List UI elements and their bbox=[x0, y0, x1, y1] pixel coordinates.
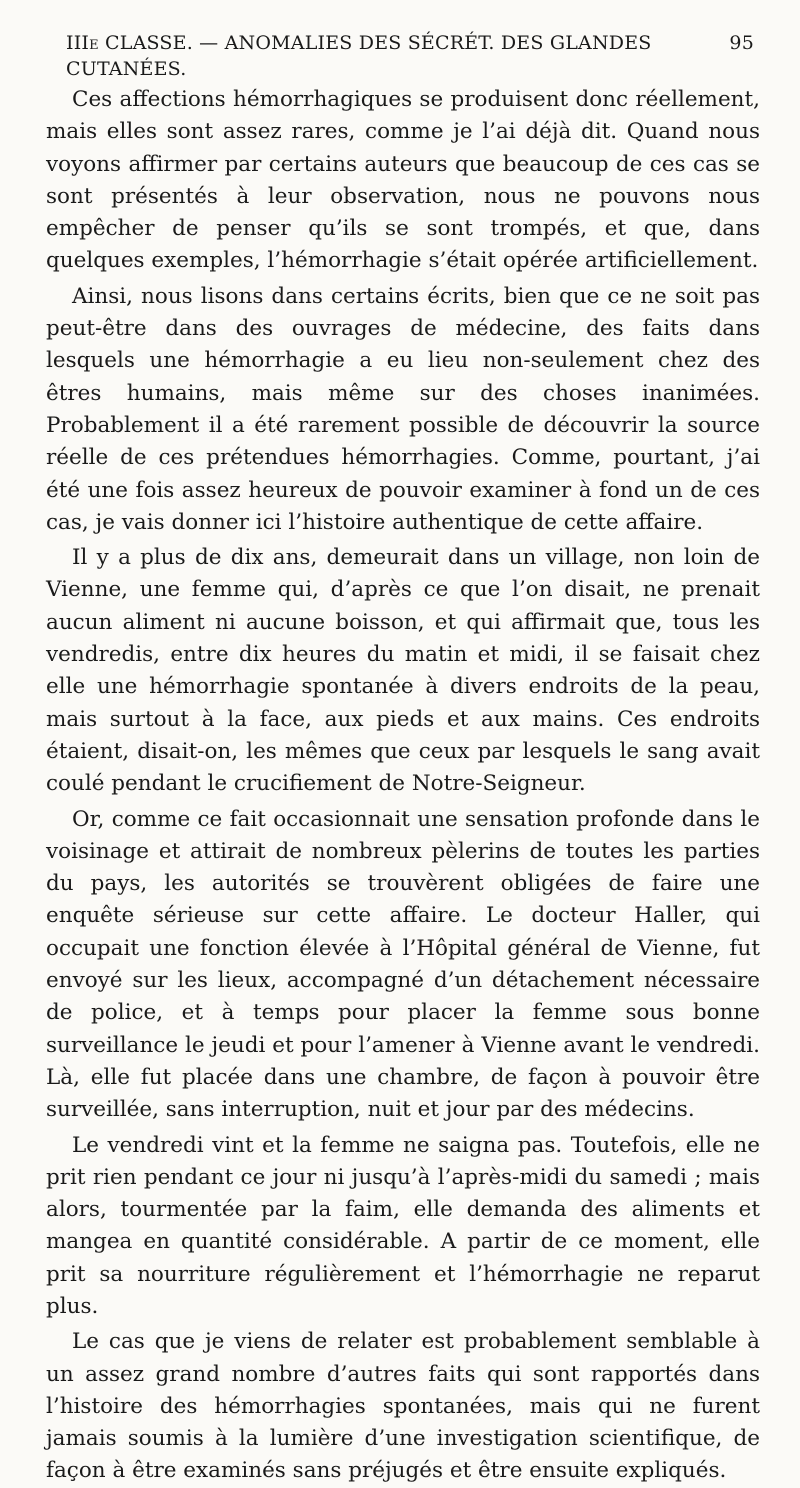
body-text bbox=[46, 84, 760, 1488]
paragraph: Ainsi, nous lisons dans certains écrits, bien que ce ne soit pas peut-être dans des ouvrages de médecine, des faits dans lesquels une hémorrhagie a eu lieu non-seulement chez des êtres humains, mais même sur des choses inanimées. Probablement il a été rarement possible de découvrir la source réelle de ces prétendues hémorrhagies. Comme, pourtant, j’ai été une fois assez heureux de pouvoir examiner à fond un de ces cas, je vais donner ici l’histoire authentique de cette affaire. bbox=[46, 283, 760, 535]
paragraph: Le cas que je viens de relater est probablement semblable à un assez grand nombre d’autres faits qui sont rapportés dans l’histoire des hémorrhagies spontanées, mais qui ne furent jamais soumis à la lumière d’une investigation scientifique, de façon à être examinés sans préjugés et être ensuite expliqués. bbox=[46, 1329, 760, 1484]
paragraph: Le vendredi vint et la femme ne saigna pas. Toutefois, elle ne prit rien pendant ce jour ni jusqu’à l’après-midi du samedi ; mais alors, tourmentée par la faim, elle demanda des aliments et mangea en quantité considérable. A partir de ce moment, elle prit sa nourriture régulièrement et l’hémorrhagie ne reparut plus. bbox=[46, 1132, 760, 1319]
paragraph: Ces affections hémorrhagiques se produisent donc réellement, mais elles sont assez rares, comme je l’ai déjà dit. Quand nous voyons affirmer par certains auteurs que beaucoup de ces cas se sont présentés à leur observation, nous ne pouvons nous empêcher de penser qu’ils se sont trompés, et que, dans quelques exemples, l’hémorrhagie s’était opérée artificiellement. bbox=[46, 87, 760, 274]
paragraph: Il y a plus de dix ans, demeurait dans un village, non loin de Vienne, une femme qui, d’après ce que l’on disait, ne prenait aucun aliment ni aucune boisson, et qui affirmait que, tous les vendredis, entre dix heures du matin et midi, il se faisait chez elle une hémorrhagie spontanée à divers endroits de la peau, mais surtout à la face, aux pieds et aux mains. Ces endroits étaient, disait-on, les mêmes que ceux par lesquels le sang avait coulé pendant le crucifiement de Notre-Seigneur. bbox=[46, 545, 760, 797]
page-number: 95 bbox=[729, 32, 754, 54]
running-header bbox=[66, 30, 760, 82]
paragraph: Or, comme ce fait occasionnait une sensation profonde dans le voisinage et attirait de nombreux pèlerins de toutes les parties du pays, les autorités se trouvèrent obligées de faire une enquête sérieuse sur cette affaire. Le docteur Haller, qui occupait une fonction élevée à l’Hôpital général de Vienne, fut envoyé sur les lieux, accompagné d’un détachement nécessaire de police, et à temps pour placer la femme sous bonne surveillance le jeudi et pour l’amener à Vienne avant le vendredi. Là, elle fut placée dans une chambre, de façon à pouvoir être surveillée, sans interruption, nuit et jour par des médecins. bbox=[46, 806, 760, 1123]
running-title: IIIe CLASSE. — ANOMALIES DES SÉCRÉT. DES GLANDES CUTANÉES. bbox=[66, 32, 652, 80]
